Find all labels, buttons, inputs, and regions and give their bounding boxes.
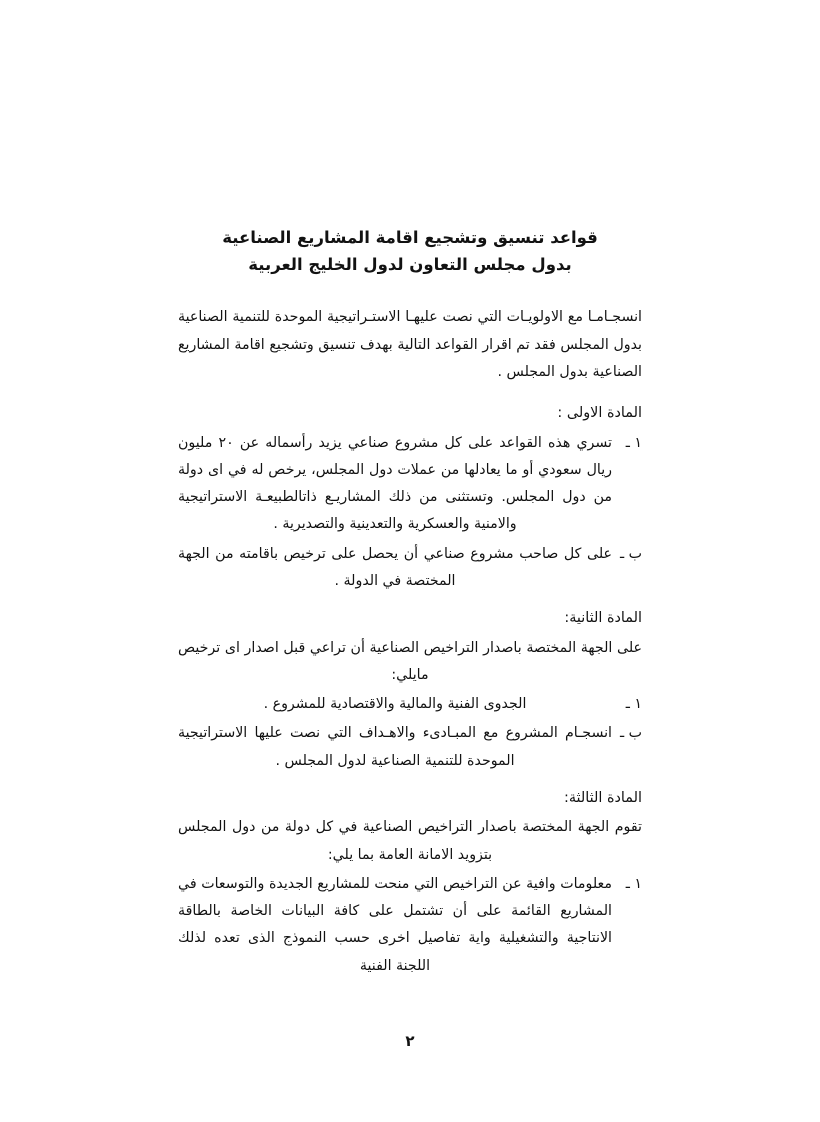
section-3-intro: تقوم الجهة المختصة باصدار التراخيص الصناعية في كل دولة من دول المجلس بتزويد الامانة العامة بما يلي: bbox=[178, 819, 642, 863]
page-number: ٢ bbox=[405, 1032, 415, 1050]
clause-marker: ب ـ bbox=[619, 545, 642, 562]
section-heading-3: المادة الثالثة: bbox=[563, 789, 642, 806]
clause-marker: ١ ـ bbox=[625, 696, 642, 713]
clause-marker: ١ ـ bbox=[625, 875, 642, 892]
intro-paragraph: انسجـامـا مع الاولويـات التي نصت عليهـا الاستـراتيجية الموحدة للتنمية الصناعية بدول المجلس فقد تم اقرار القواعد التالية بهدف تنسيق وتشجيع اقامة المشاريع الصناعية بدول المجلس . bbox=[178, 309, 642, 380]
clause-marker: ب ـ bbox=[619, 725, 642, 742]
page-title-line-2: بدول مجلس التعاون لدول الخليج العربية bbox=[248, 254, 572, 274]
clause-1-1 bbox=[178, 430, 642, 539]
clause-text: انسجـام المشروع مع المبـادىء والاهـداف التي نصت عليها الاستراتيجية الموحدة للتنمية الصناعية لدول المجلس . bbox=[178, 725, 612, 769]
clause-marker: ١ ـ bbox=[625, 434, 642, 451]
clause-2-1 bbox=[178, 691, 642, 718]
clause-text: الجدوى الفنية والمالية والاقتصادية للمشروع . bbox=[263, 696, 527, 713]
clause-text: معلومات وافية عن التراخيص التي منحت للمشاريع الجديدة والتوسعات في المشاريع القائمة على أن تشتمل على كافة البيانات الخاصة بالطاقة الانتاجية والتشغيلية واية تفاصيل اخرى حسب النموذج الذى تعده لذلك اللجنة الفنية bbox=[178, 875, 612, 974]
page-title bbox=[178, 225, 642, 278]
clause-3-1 bbox=[178, 871, 642, 980]
clause-2-2 bbox=[178, 720, 642, 775]
clause-text: تسري هذه القواعد على كل مشروع صناعي يزيد رأسماله عن ٢٠ مليون ريال سعودي أو ما يعادلها من عملات دول المجلس، يرخص له في اى دولة من دول المجلس. وتستثنى من ذلك المشاريـع ذاتالطبيعـة الاستراتيجية والامنية والعسكرية والتعدينية والتصديرية . bbox=[178, 434, 612, 533]
section-heading-2: المادة الثانية: bbox=[564, 610, 642, 627]
page-title-line-1: قواعد تنسيق وتشجيع اقامة المشاريع الصناعية bbox=[222, 228, 598, 247]
clause-1-2 bbox=[178, 541, 642, 596]
section-2-intro: على الجهة المختصة باصدار التراخيص الصناعية أن تراعي قبل اصدار اى ترخيص مايلي: bbox=[178, 639, 642, 683]
clause-text: على كل صاحب مشروع صناعي أن يحصل على ترخيص باقامته من الجهة المختصة في الدولة . bbox=[178, 545, 612, 589]
section-heading-1: المادة الاولى : bbox=[557, 405, 642, 422]
